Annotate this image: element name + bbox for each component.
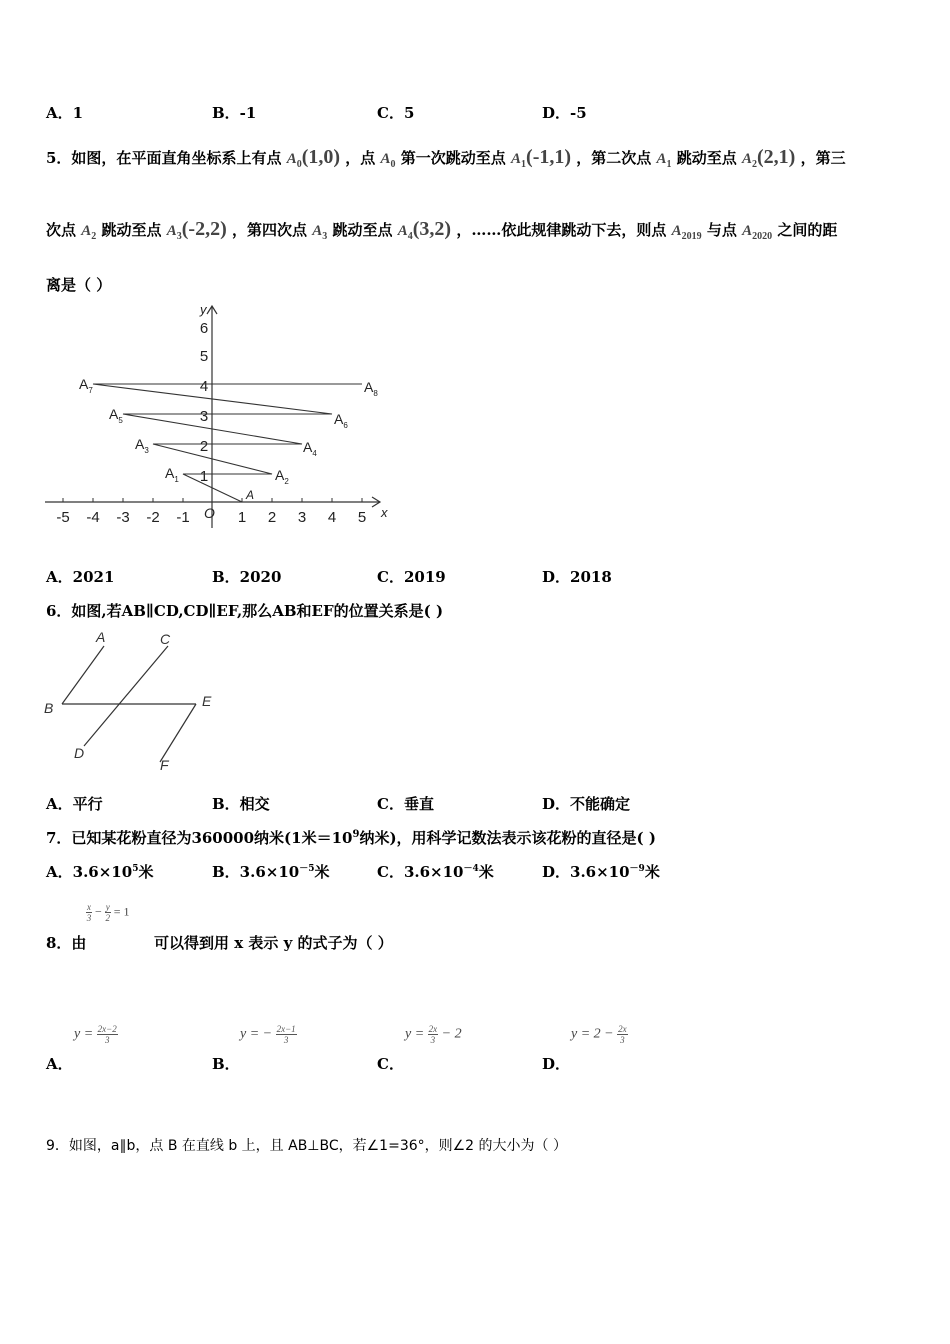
q5-text: 次点 (46, 221, 77, 239)
q5-text: ，点 (345, 149, 376, 167)
q5-stem-line2 (46, 218, 837, 242)
q5-text: 跳动至点 (101, 221, 162, 239)
point-label-a8: $A_8$ (364, 379, 378, 398)
x-tick-label: 1 (237, 509, 247, 526)
q5-option-a: A．2021 (46, 568, 115, 586)
q9-stem: 9．如图，a∥b，点 B 在直线 b 上，且 AB⊥BC，若∠1=36°，则∠2 的大小为（ ） (46, 1138, 567, 1154)
q7-option-b: B．$3.6\times 10^{-5}$米 (212, 863, 330, 881)
q5-text: ，第四次点 (231, 221, 307, 239)
q5-text: 第一次跳动至点 (400, 149, 506, 167)
point-a3: $A_3$ (312, 223, 328, 242)
line-ef (160, 704, 196, 762)
q8-option-c-label: C． (377, 1055, 404, 1073)
y-tick-label: 6 (199, 320, 209, 337)
q5-text: 跳动至点 (332, 221, 393, 239)
q8-option-d-label: D． (542, 1055, 571, 1073)
point-label-a2: $A_2$ (275, 467, 289, 486)
point-label-a7: $A_7$ (79, 376, 93, 395)
line-ab (62, 646, 104, 704)
q7-option-a: A．$3.6\times 10^5$米 (46, 863, 154, 881)
point-a0: $A_0(1,0)$ (286, 146, 341, 170)
y-tick-label: 3 (199, 408, 209, 425)
point-label-a5: $A_5$ (109, 406, 123, 425)
y-tick-label: 5 (199, 348, 209, 365)
label-f: F (160, 757, 169, 773)
point-a2: $A_2(2,1)$ (742, 146, 796, 170)
q4-option-a: A．1 (46, 104, 84, 122)
q6-parallel-lines-figure (40, 628, 230, 776)
q8-option-d-formula: y = 2 − $\frac{2x}{3}$ (571, 1024, 627, 1045)
q7-option-d: D．$3.6\times 10^{-9}$米 (542, 863, 660, 881)
point-label-a1: $A_1$ (165, 465, 179, 484)
origin-label: O (204, 505, 215, 521)
q5-text: 5．如图，在平面直角坐标系上有点 (46, 149, 282, 167)
point-a4: $A_4(3,2)$ (397, 218, 452, 242)
point-label-a0: A (246, 488, 255, 502)
x-tick-label: -1 (176, 509, 190, 526)
x-tick-label: 5 (357, 509, 367, 526)
label-d: D (74, 745, 85, 761)
q5-text: 跳动至点 (676, 149, 737, 167)
q8-option-c-formula: y = $\frac{2x}{3}$ − 2 (405, 1024, 462, 1045)
y-axis-label: y (200, 302, 207, 317)
q8-stem-end: 可以得到用 x 表示 y 的式子为（ ） (154, 934, 393, 952)
point-a1: $A_1(-1,1)$ (511, 146, 572, 170)
q8-option-b-formula: y = − $\frac{2x-1}{3}$ (240, 1024, 296, 1045)
q5-text: 与点 (706, 221, 737, 239)
x-tick-label: -4 (86, 509, 100, 526)
point-label-a3: $A_3$ (135, 436, 149, 455)
q5-text: ，……依此规律跳动下去，则点 (456, 221, 667, 239)
q5-option-c: C．2019 (377, 568, 446, 586)
x-tick-label: -5 (56, 509, 70, 526)
point-a2020: $A_{2020}$ (742, 223, 773, 242)
x-tick-label: 2 (267, 509, 277, 526)
point-a3: $A_3(-2,2)$ (166, 218, 227, 242)
x-tick-label: 4 (327, 509, 337, 526)
point-a2: $A_2$ (81, 223, 97, 242)
x-tick-label: -3 (116, 509, 130, 526)
label-e: E (202, 693, 212, 709)
q7-stem: 7．已知某花粉直径为360000纳米(1米$=10^9$纳米)，用科学记数法表示该花粉的直径是( ) (46, 829, 656, 847)
q6-option-b: B．相交 (212, 795, 270, 813)
point-a0: $A_0$ (380, 151, 396, 170)
point-a2019: $A_{2019}$ (671, 223, 702, 242)
q6-option-d: D．不能确定 (542, 795, 631, 813)
q7-option-c: C．$3.6\times 10^{-4}$米 (377, 863, 494, 881)
label-a: A (96, 629, 106, 645)
point-label-a6: $A_6$ (334, 411, 348, 430)
q5-stem-line1 (46, 146, 846, 170)
x-tick-label: -2 (146, 509, 160, 526)
point-a1: $A_1$ (656, 151, 672, 170)
q8-given-equation: $\frac{x}{3}$ − $\frac{y}{2}$ = 1 (86, 902, 130, 923)
q6-stem: 6．如图,若AB∥CD,CD∥EF,那么AB和EF的位置关系是( ) (46, 602, 444, 620)
label-b: B (44, 700, 54, 716)
q8-option-a-formula: y = $\frac{2x-2}{3}$ (74, 1024, 117, 1045)
q8-stem-start: 8．由 (46, 934, 87, 952)
q5-text: 之间的距 (777, 221, 838, 239)
q5-coordinate-graph (40, 300, 400, 536)
line-cd (84, 646, 168, 746)
q4-option-b: B．-1 (212, 104, 257, 122)
q5-text: ，第三 (800, 149, 846, 167)
q5-option-b: B．2020 (212, 568, 282, 586)
q8-option-b-label: B． (212, 1055, 240, 1073)
point-label-a4: $A_4$ (303, 439, 317, 458)
q4-option-d: D．-5 (542, 104, 587, 122)
q6-option-a: A．平行 (46, 795, 103, 813)
q5-option-d: D．2018 (542, 568, 612, 586)
q4-option-c: C．5 (377, 104, 415, 122)
y-tick-label: 2 (199, 438, 209, 455)
x-tick-label: 3 (297, 509, 307, 526)
q8-option-a-label: A． (46, 1055, 73, 1073)
y-tick-label: 4 (199, 378, 209, 395)
q5-text: ，第二次点 (576, 149, 652, 167)
x-axis-label: x (381, 505, 388, 520)
q6-option-c: C．垂直 (377, 795, 434, 813)
y-tick-label: 1 (199, 468, 209, 485)
q5-stem-line3: 离是（ ） (46, 276, 112, 294)
jump-path (93, 384, 362, 502)
label-c: C (160, 631, 171, 647)
